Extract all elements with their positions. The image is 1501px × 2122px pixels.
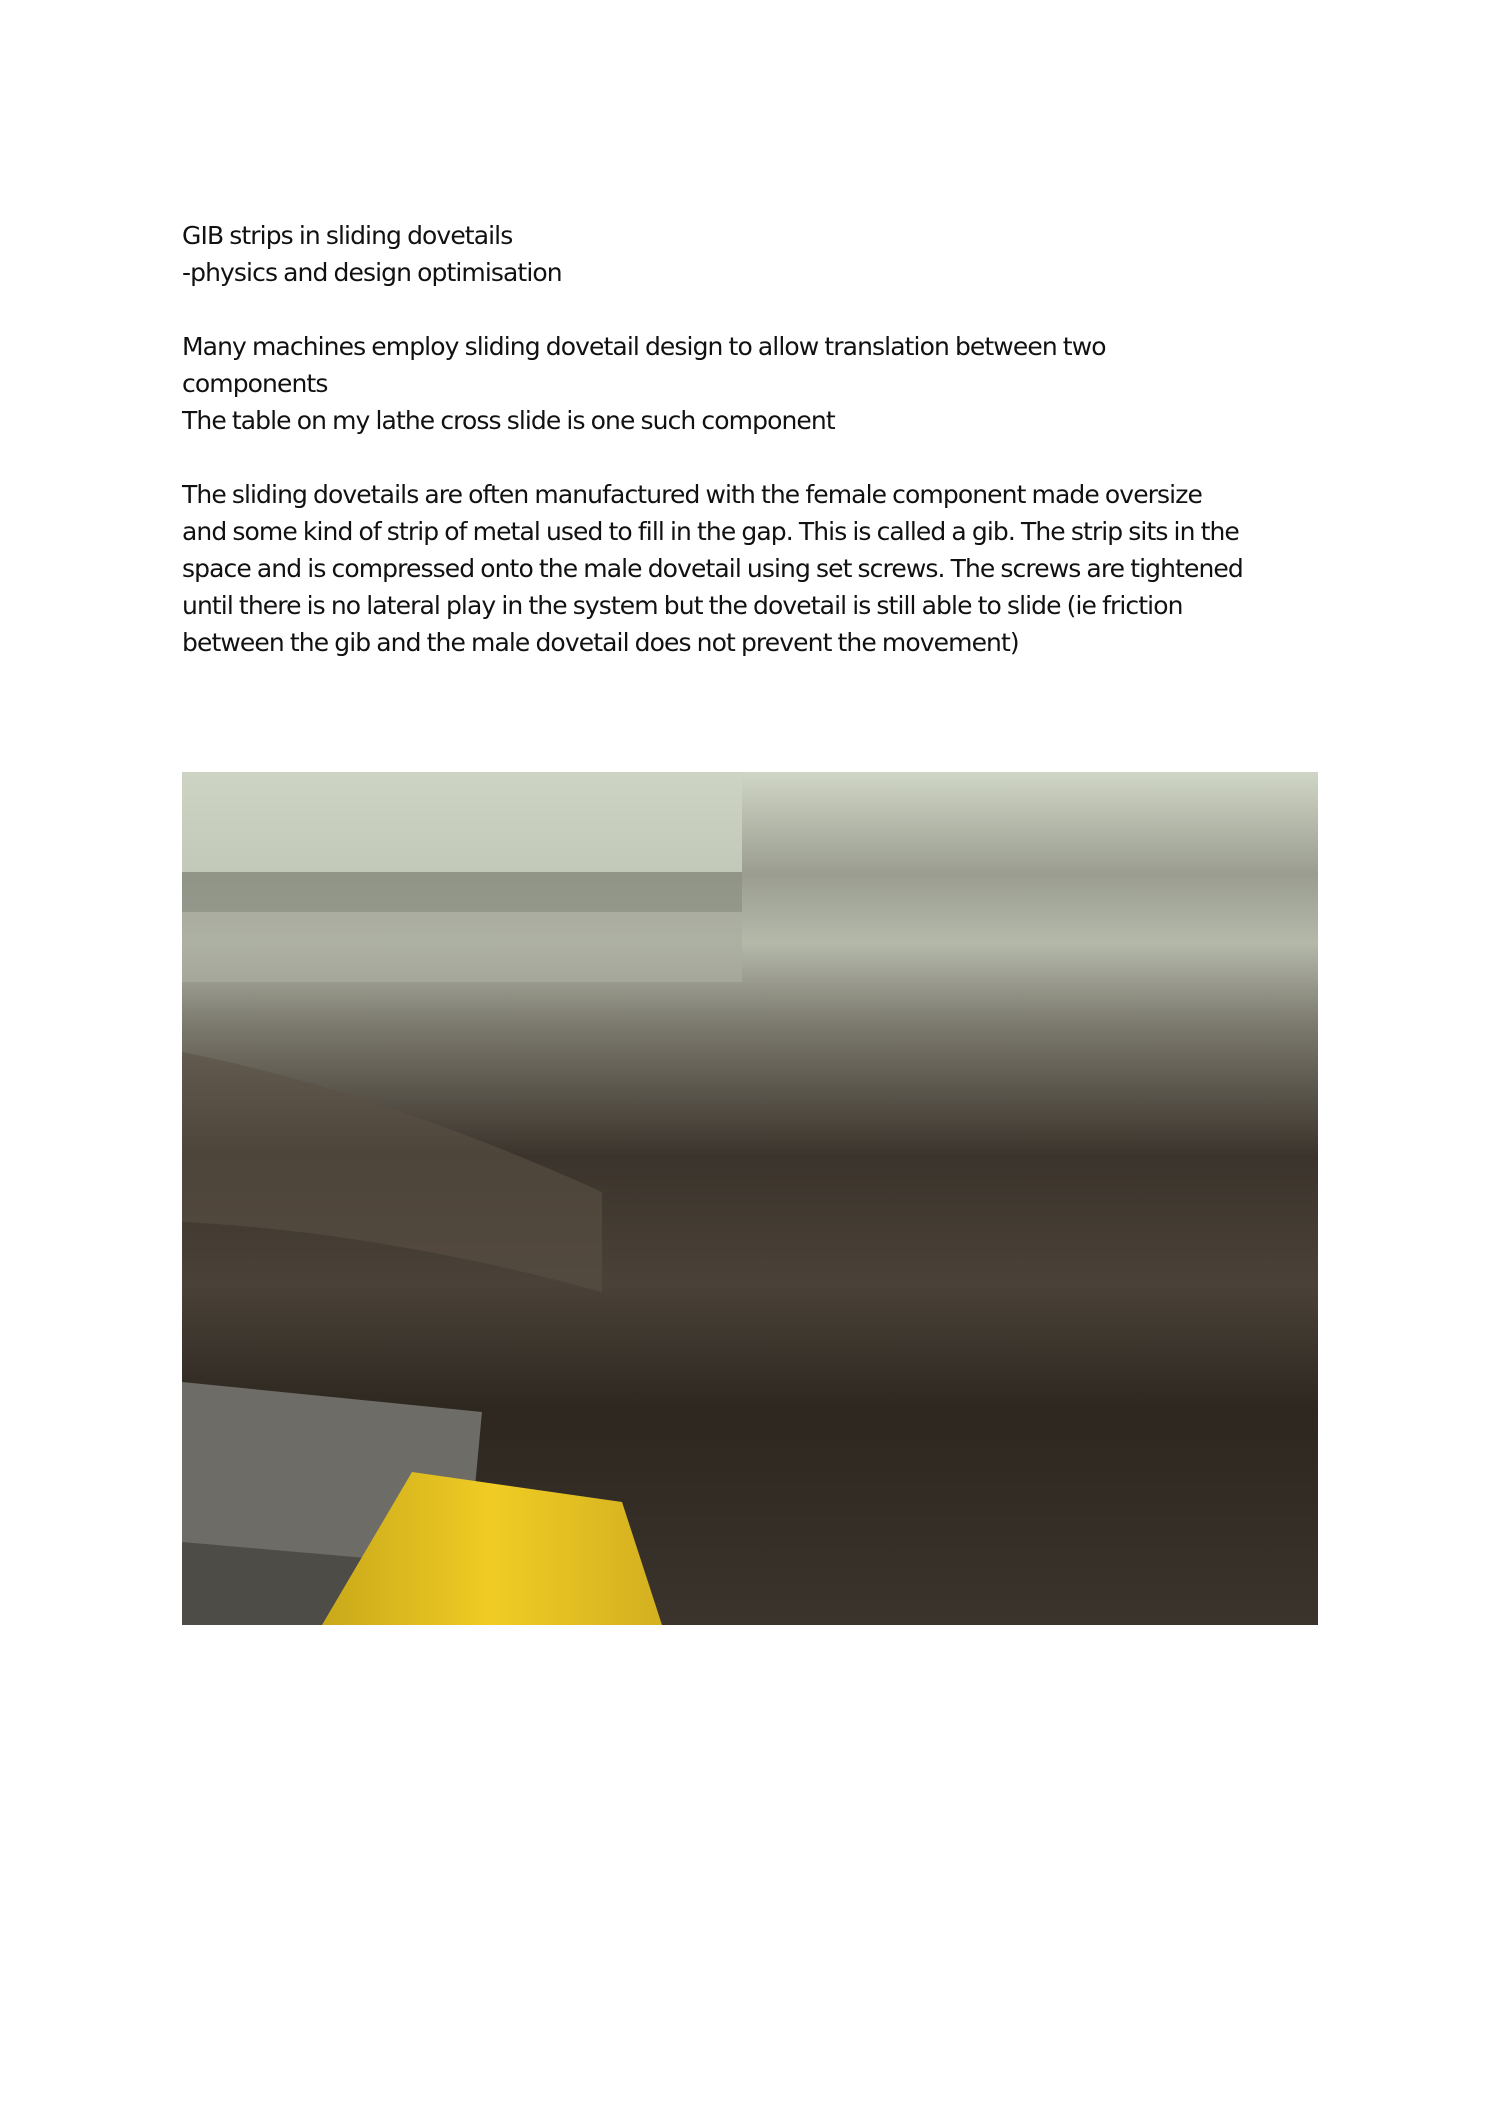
text-line: between the gib and the male dovetail does not prevent the movement) <box>182 628 1019 657</box>
text-line: space and is compressed onto the male dovetail using set screws. The screws are tightened <box>182 554 1243 583</box>
subtitle-line: -physics and design optimisation <box>182 258 562 287</box>
text-line: The sliding dovetails are often manufactured with the female component made oversize <box>182 480 1202 509</box>
document-title <box>182 217 1332 291</box>
photo-illustration <box>182 772 1318 1625</box>
gib-paragraph <box>182 476 1332 661</box>
text-line: Many machines employ sliding dovetail design to allow translation between two <box>182 332 1106 361</box>
intro-paragraph <box>182 328 1332 439</box>
title-line: GIB strips in sliding dovetails <box>182 221 513 250</box>
text-line: and some kind of strip of metal used to fill in the gap. This is called a gib. The strip sits in the <box>182 517 1239 546</box>
dovetail-gib-photo <box>182 772 1318 1625</box>
text-line: components <box>182 369 328 398</box>
text-line: until there is no lateral play in the system but the dovetail is still able to slide (ie friction <box>182 591 1183 620</box>
text-line: The table on my lathe cross slide is one such component <box>182 406 835 435</box>
